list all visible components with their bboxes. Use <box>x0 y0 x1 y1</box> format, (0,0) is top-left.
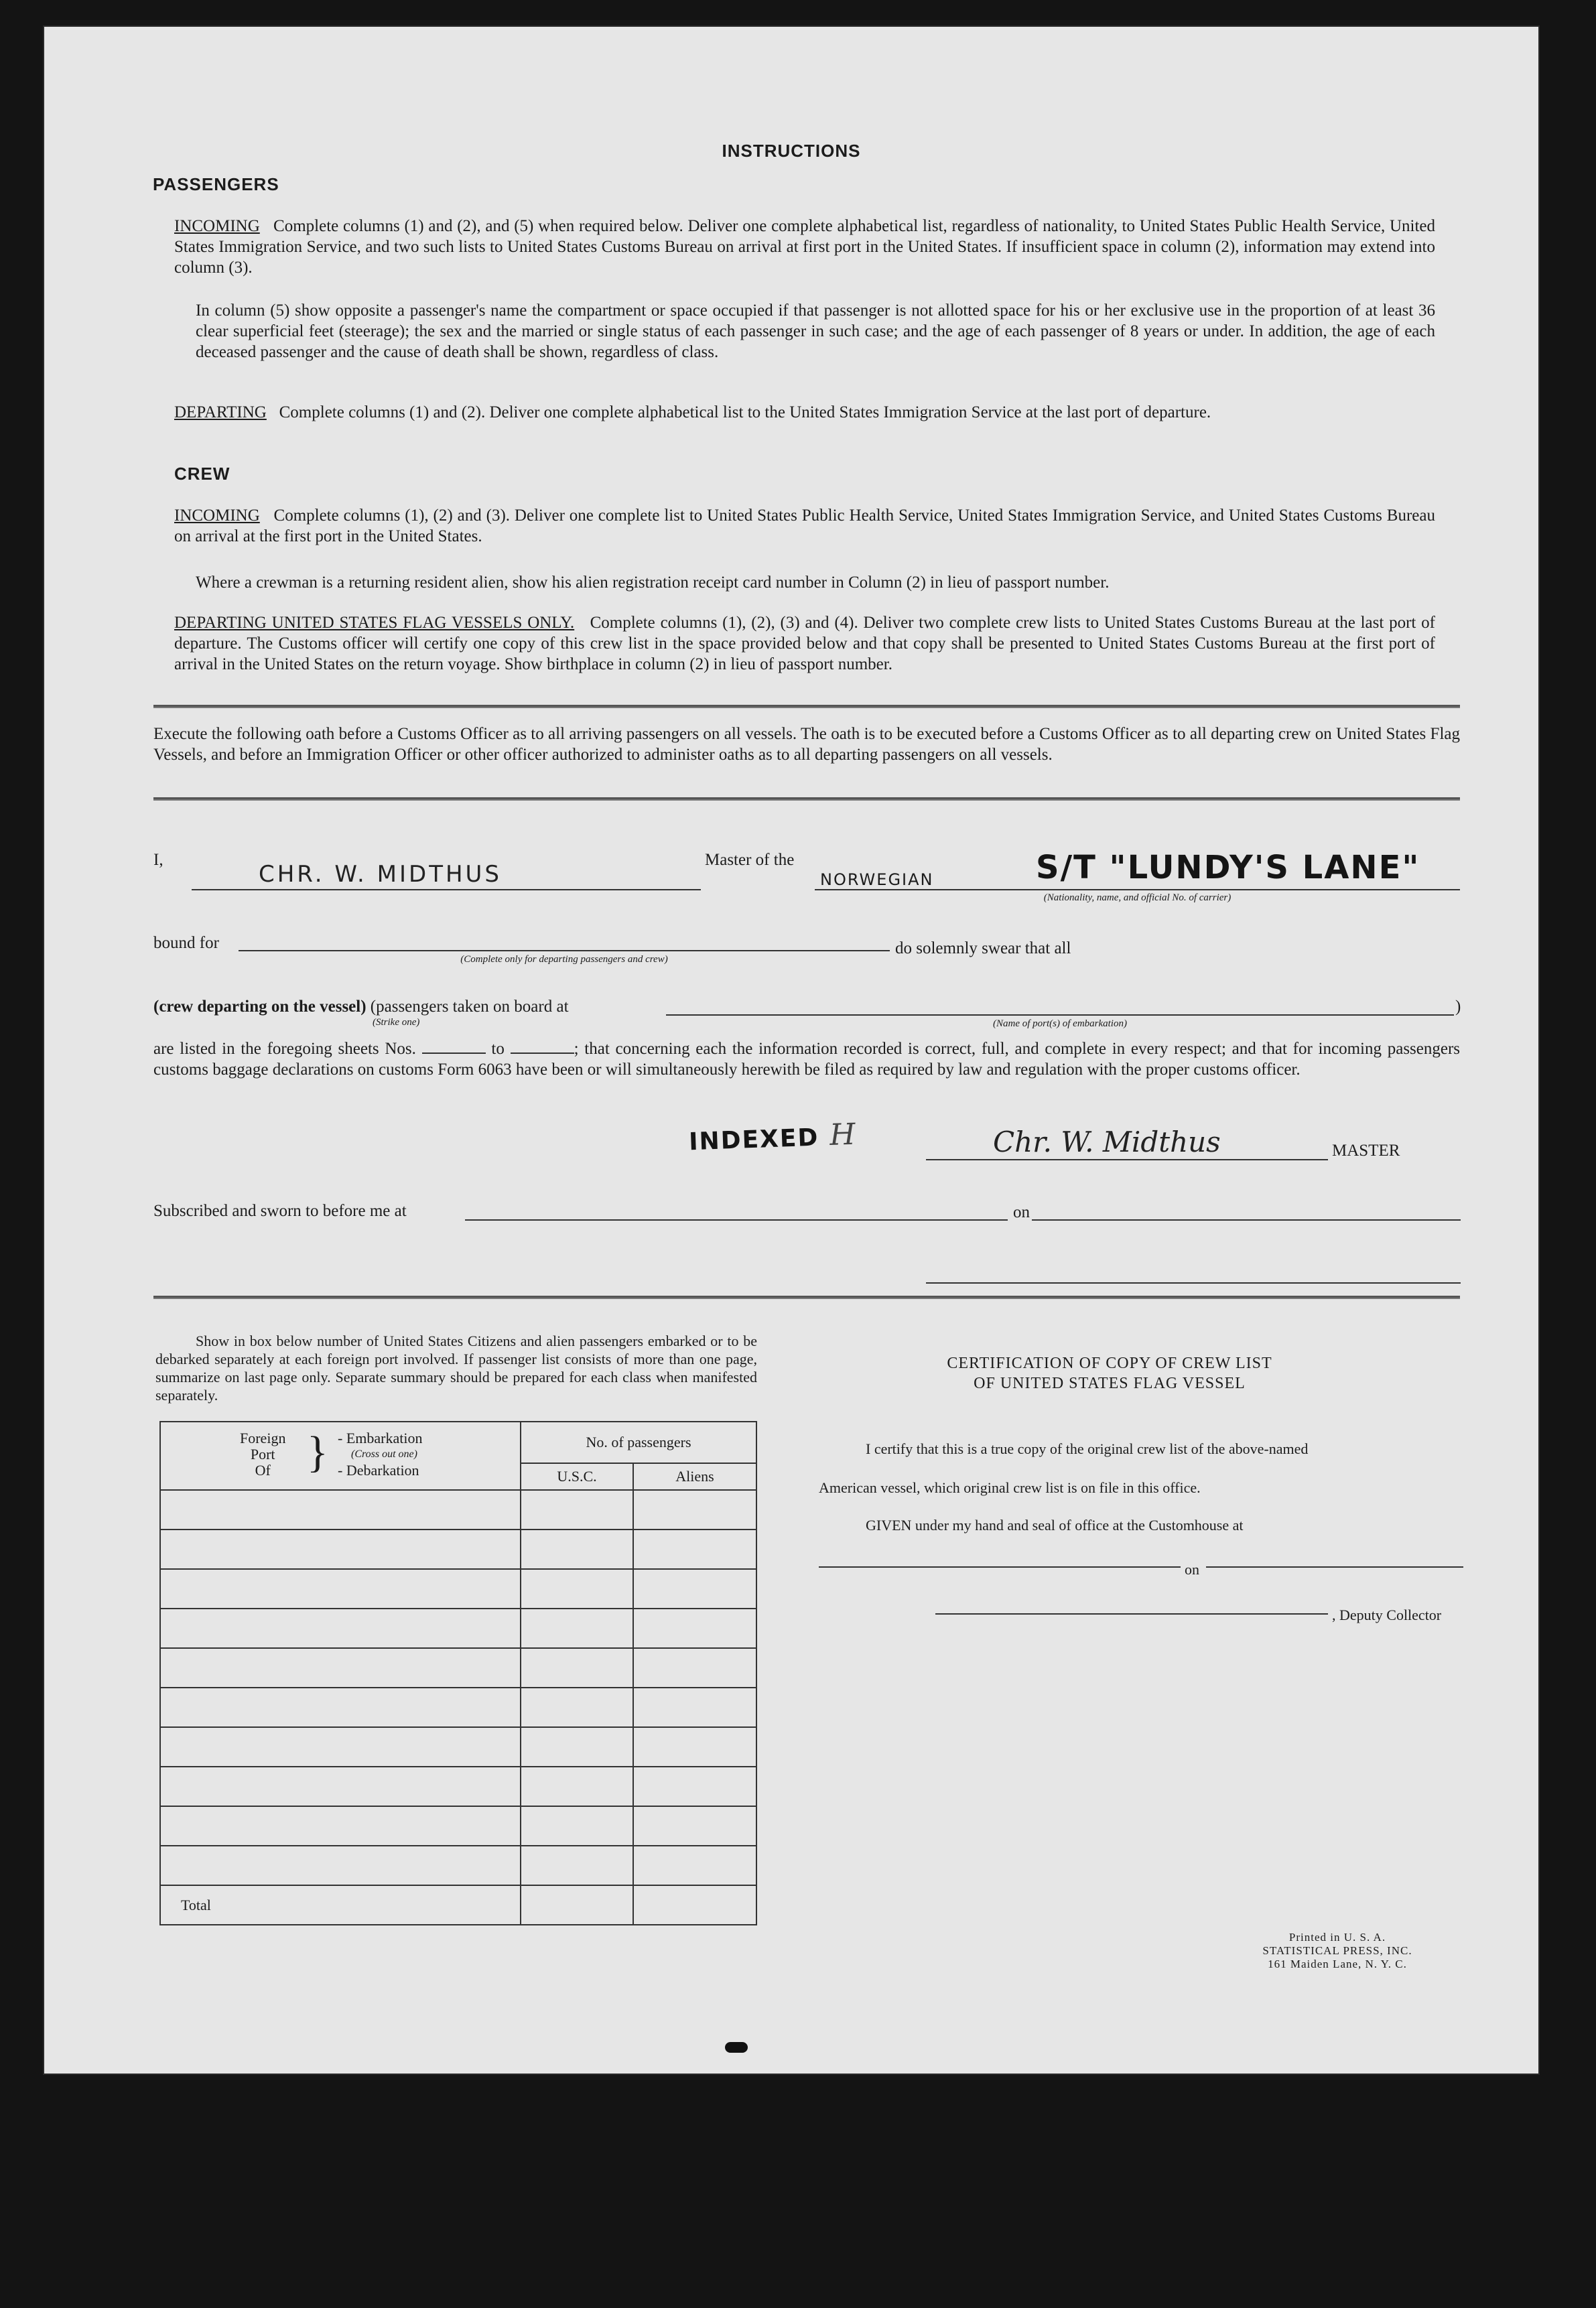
passenger-summary-table <box>159 1421 757 1925</box>
master-signature: Chr. W. Midthus <box>993 1126 1221 1158</box>
strike-caption: (Strike one) <box>373 1017 420 1028</box>
form-page <box>44 27 1538 2074</box>
usc-cell[interactable] <box>521 1530 633 1569</box>
listed-to: to <box>491 1040 505 1058</box>
page-title: INSTRUCTIONS <box>722 141 861 161</box>
listed-pre: are listed in the foregoing sheets Nos. <box>153 1040 416 1058</box>
aliens-cell[interactable] <box>633 1648 756 1688</box>
crew-incoming-label: INCOMING <box>174 506 260 525</box>
aliens-cell[interactable] <box>633 1806 756 1846</box>
listed-post: ; that concerning each the information recorded is correct, full, and complete in every respect; and that for incoming passengers customs baggage declarations on customs Form 6063 have been or will simultaneously herewith be filed as required by law and regulation with the proper customs officer. <box>153 1040 1461 1079</box>
master-name-value: CHR. W. MIDTHUS <box>259 861 503 888</box>
table-row <box>160 1609 756 1648</box>
bound-for-caption: (Complete only for departing passengers and crew) <box>460 954 668 965</box>
summary-instructions: Show in box below number of United States Citizens and alien passengers embarked or to be debarked separately at each foreign port involved. If passenger list consists of more than one page, summarize on last page only. Separate summary should be prepared for each class when manifested separately. <box>155 1333 757 1404</box>
passengers-departing-paragraph <box>174 402 1435 423</box>
table-row <box>160 1569 756 1609</box>
usc-cell[interactable] <box>521 1806 633 1846</box>
aliens-cell[interactable] <box>633 1609 756 1648</box>
close-paren: ) <box>1455 998 1461 1016</box>
master-signature-line[interactable] <box>926 1126 1328 1160</box>
printer-line3: 161 Maiden Lane, N. Y. C. <box>1268 1958 1407 1970</box>
departing-text: Complete columns (1) and (2). Deliver one complete alphabetical list to the United States Immigration Service at the last port of departure. <box>279 403 1211 421</box>
cross-out-caption: (Cross out one) <box>351 1448 417 1460</box>
departing-label: DEPARTING <box>174 403 267 421</box>
port-cell[interactable] <box>160 1648 521 1688</box>
table-row <box>160 1648 756 1688</box>
port-cell[interactable] <box>160 1688 521 1727</box>
printer-line1: Printed in U. S. A. <box>1288 1931 1386 1944</box>
table-row <box>160 1530 756 1569</box>
certify-line2: American vessel, which original crew list is on file in this office. <box>819 1479 1201 1496</box>
sheet-from-field[interactable] <box>422 1053 486 1054</box>
aliens-cell[interactable] <box>633 1727 756 1767</box>
carrier-caption: (Nationality, name, and official No. of carrier) <box>1043 892 1232 903</box>
returning-alien-paragraph: Where a crewman is a returning resident alien, show his alien registration receipt card number in Column (2) in lieu of passport number. <box>196 573 1110 592</box>
port-caption: (Name of port(s) of embarkation) <box>993 1018 1127 1029</box>
indexed-initial: H <box>829 1117 856 1152</box>
given-text: GIVEN under my hand and seal of office at the Customhouse at <box>866 1517 1244 1534</box>
no-passengers-header: No. of passengers <box>521 1422 756 1463</box>
usc-cell[interactable] <box>521 1688 633 1727</box>
total-aliens-cell[interactable] <box>633 1885 756 1925</box>
usc-cell[interactable] <box>521 1767 633 1806</box>
listed-paragraph <box>153 1038 1460 1080</box>
aliens-cell[interactable] <box>633 1846 756 1885</box>
crew-departing-option: (crew departing on the vessel) <box>153 998 367 1016</box>
brace-icon: } <box>307 1428 328 1477</box>
divider <box>153 705 1460 708</box>
aliens-cell[interactable] <box>633 1490 756 1530</box>
vessel-name-stamp: S/T "LUNDY'S LANE" <box>1036 849 1420 886</box>
aliens-cell[interactable] <box>633 1569 756 1609</box>
deputy-collector-label: , Deputy Collector <box>1332 1607 1442 1623</box>
master-of-label: Master of the <box>705 851 795 869</box>
total-row <box>160 1885 756 1925</box>
table-row <box>160 1806 756 1846</box>
sworn-place-field[interactable] <box>465 1193 1008 1221</box>
usc-cell[interactable] <box>521 1648 633 1688</box>
sworn-on-label: on <box>1013 1203 1030 1221</box>
indexed-stamp-text: INDEXED <box>688 1124 820 1156</box>
usc-cell[interactable] <box>521 1846 633 1885</box>
port-cell[interactable] <box>160 1767 521 1806</box>
nationality-value: NORWEGIAN <box>820 870 934 889</box>
embarkation-port-field[interactable] <box>666 986 1454 1016</box>
table-row <box>160 1688 756 1727</box>
master-label: MASTER <box>1332 1142 1400 1160</box>
passengers-taken-option: (passengers taken on board at <box>370 998 569 1016</box>
oath-instructions: Execute the following oath before a Customs Officer as to all arriving passengers on all vessels. The oath is to be executed before a Customs Officer as to all departing crew on United States Flag Vessels, and before an Immigration Officer or other officer authorized to administer oaths as to all departing passengers on all vessels. <box>153 725 1460 764</box>
crew-incoming-paragraph <box>174 505 1435 547</box>
customhouse-field[interactable] <box>819 1548 1181 1568</box>
port-cell[interactable] <box>160 1530 521 1569</box>
cert-date-field[interactable] <box>1206 1548 1463 1568</box>
sheet-to-field[interactable] <box>511 1053 574 1054</box>
oath-i-label: I, <box>153 851 163 869</box>
carrier-field[interactable] <box>815 849 1460 890</box>
debarkation-option[interactable]: - Debarkation <box>338 1462 419 1479</box>
incoming-text: Complete columns (1) and (2), and (5) when required below. Deliver one complete alphabetical list, regardless of nationality, to United States Public Health Service, United States Immigration Service, and two such lists to United States Customs Bureau on arrival at first port in the United States. If insufficient space in column (2), information may extend into column (3). <box>174 217 1436 277</box>
port-cell[interactable] <box>160 1490 521 1530</box>
usc-cell[interactable] <box>521 1727 633 1767</box>
crew-departing-paragraph <box>174 612 1435 675</box>
total-label: Total <box>160 1885 521 1925</box>
total-usc-cell[interactable] <box>521 1885 633 1925</box>
usc-cell[interactable] <box>521 1609 633 1648</box>
table-row <box>160 1490 756 1530</box>
divider <box>153 797 1460 801</box>
port-label: Port <box>250 1446 275 1463</box>
of-label: Of <box>255 1462 271 1479</box>
port-cell[interactable] <box>160 1609 521 1648</box>
aliens-cell[interactable] <box>633 1688 756 1727</box>
certification-title-line1: CERTIFICATION OF COPY OF CREW LIST <box>947 1355 1272 1372</box>
certification-title <box>815 1353 1404 1394</box>
crew-departing-text: Complete columns (1), (2), (3) and (4). Deliver two complete crew lists to United States Customs Bureau at the last port of departure. The Customs officer will certify one copy of this crew list in the space provided below and that copy shall be presented to United States Customs Bureau at the first port of arrival in the United States on the return voyage. Show birthplace in column (2) in lieu of passport number. <box>174 614 1436 673</box>
foreign-port-header <box>160 1422 521 1490</box>
cert-on-label: on <box>1185 1561 1199 1578</box>
table-row <box>160 1727 756 1767</box>
passengers-incoming-paragraph <box>174 216 1435 278</box>
subscribed-label: Subscribed and sworn to before me at <box>153 1202 407 1220</box>
usc-cell[interactable] <box>521 1490 633 1530</box>
table-row <box>160 1767 756 1806</box>
port-cell[interactable] <box>160 1806 521 1846</box>
printer-line2: STATISTICAL PRESS, INC. <box>1262 1944 1412 1957</box>
strike-options <box>153 996 569 1017</box>
aliens-header: Aliens <box>633 1463 756 1490</box>
passengers-heading: PASSENGERS <box>153 174 279 194</box>
column5-paragraph: In column (5) show opposite a passenger's name the compartment or space occupied if that passenger is not allotted space for his or her exclusive use in the proportion of at least 36 clear superficial feet (steerage); the sex and the married or single status of each passenger in such case; and the age of each passenger of 8 years or under. In addition, the age of each deceased passenger and the cause of death shall be shown, regardless of class. <box>196 301 1435 361</box>
certify-line1: I certify that this is a true copy of the original crew list of the above-named <box>866 1440 1309 1457</box>
master-name-field[interactable] <box>192 861 701 890</box>
port-cell[interactable] <box>160 1846 521 1885</box>
bound-for-field[interactable] <box>239 921 890 951</box>
crew-heading: CREW <box>174 464 230 484</box>
officer-signature-field[interactable] <box>926 1255 1461 1284</box>
usc-cell[interactable] <box>521 1569 633 1609</box>
crew-incoming-text: Complete columns (1), (2) and (3). Deliver one complete list to United States Public Health Service, United States Immigration Service, and United States Customs Bureau on arrival at the first port in the United States. <box>174 506 1435 545</box>
aliens-cell[interactable] <box>633 1767 756 1806</box>
table-row <box>160 1846 756 1885</box>
indexed-stamp <box>688 1117 856 1158</box>
crew-departing-label: DEPARTING UNITED STATES FLAG VESSELS ONLY. <box>174 614 575 632</box>
aliens-cell[interactable] <box>633 1530 756 1569</box>
sworn-date-field[interactable] <box>1032 1193 1461 1221</box>
port-cell[interactable] <box>160 1727 521 1767</box>
embarkation-option[interactable]: - Embarkation <box>338 1430 423 1446</box>
deputy-signature-field[interactable] <box>935 1594 1328 1615</box>
printer-imprint <box>1210 1931 1465 1971</box>
bound-for-label: bound for <box>153 934 219 952</box>
swear-text: do solemnly swear that all <box>895 939 1071 957</box>
certification-title-line2: OF UNITED STATES FLAG VESSEL <box>974 1375 1246 1392</box>
punch-mark <box>725 2042 748 2053</box>
foreign-label: Foreign <box>240 1430 286 1446</box>
divider <box>153 1296 1460 1299</box>
usc-header: U.S.C. <box>521 1463 633 1490</box>
incoming-label: INCOMING <box>174 217 260 235</box>
port-cell[interactable] <box>160 1569 521 1609</box>
